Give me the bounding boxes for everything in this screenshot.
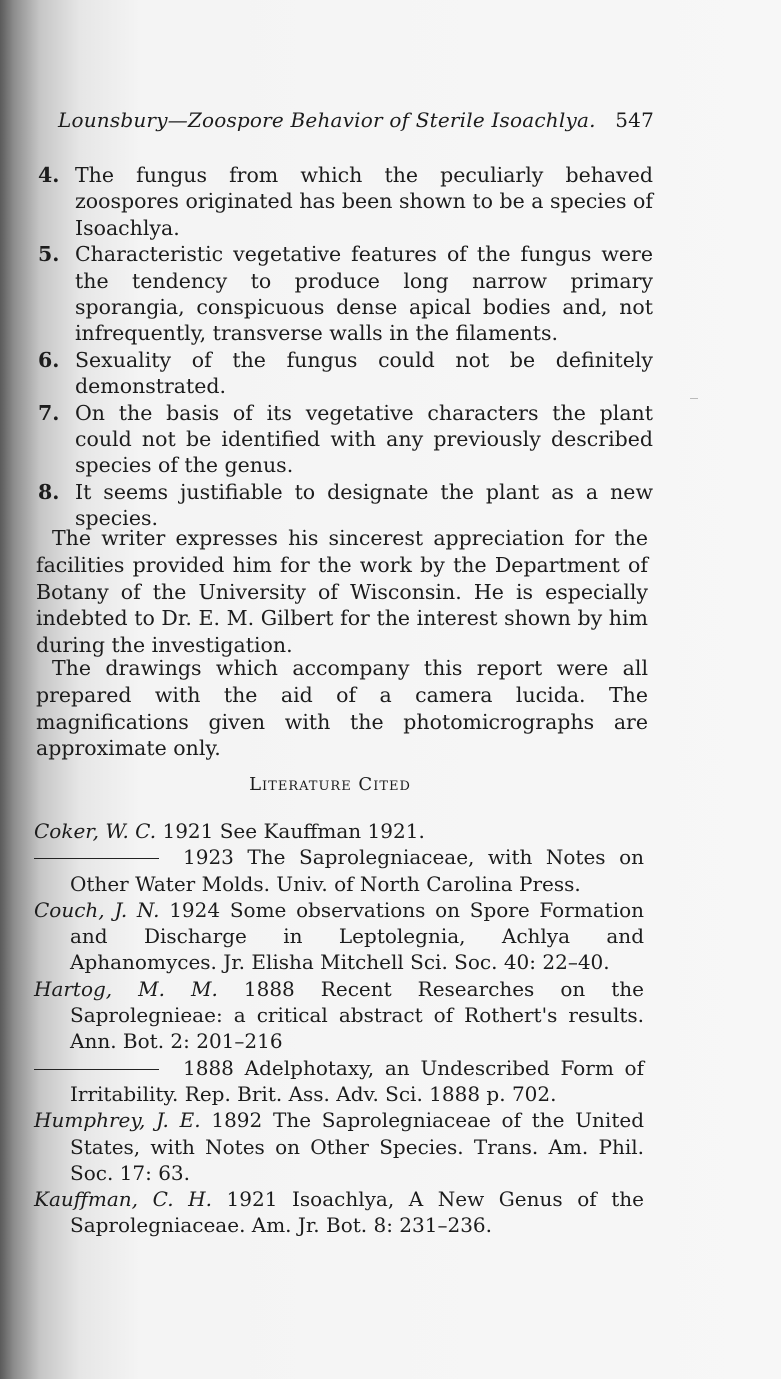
summary-item: [38, 400, 653, 479]
literature-heading: Literature Cited: [249, 774, 411, 795]
ref-year: 1921: [162, 819, 214, 843]
ref-author: Humphrey, J. E.: [34, 1108, 201, 1133]
item-number: 5.: [38, 242, 60, 267]
methods-paragraph: The drawings which accompany this report were all prepared with the aid of a camera lucida. The magnifications given with the photomicrographs are approximate only.: [36, 656, 648, 761]
ditto-rule: [34, 858, 159, 859]
ref-year: 1888: [243, 976, 295, 1001]
ref-author: Coker, W. C.: [34, 819, 157, 843]
ref-text: The Saprolegniaceae, with Notes on Other Water Molds. Univ. of North Carolina Press.: [70, 845, 644, 896]
item-text: The fungus from which the peculiarly behaved zoospores originated has been shown to be a species of Isoachlya.: [75, 163, 653, 240]
item-text: On the basis of its vegetative characters the plant could not be identified with any previously described species of the genus.: [75, 400, 653, 478]
reference-item: [34, 976, 644, 1055]
page-number: 547: [615, 108, 654, 132]
reference-item: [34, 1055, 644, 1108]
item-text: Characteristic vegetative features of the fungus were the tendency to produce long narrow primary sporangia, conspicuous dense apical bodies and, not infrequently, transverse walls in the filaments.: [75, 242, 653, 346]
item-number: 7.: [38, 400, 60, 425]
item-text: Sexuality of the fungus could not be definitely demonstrated.: [75, 347, 653, 399]
ref-text: See Kauffman 1921.: [219, 819, 425, 843]
summary-list: [38, 162, 653, 532]
ref-year: 1921: [226, 1187, 278, 1212]
summary-item: [38, 479, 653, 532]
ref-text: Isoachlya, A New Genus of the Saprolegniaceae. Am. Jr. Bot. 8: 231–236.: [70, 1187, 644, 1238]
reference-item: [34, 1107, 644, 1186]
ditto-rule: [34, 1069, 159, 1070]
reference-item: [34, 1186, 644, 1239]
item-number: 4.: [38, 163, 60, 187]
header-title: Lounsbury—Zoospore Behavior of Sterile Isoachlya.: [58, 108, 596, 132]
ref-year: 1892: [211, 1108, 263, 1133]
ref-year: 1923: [183, 845, 234, 870]
margin-mark: [690, 398, 698, 399]
ref-text: The Saprolegniaceae of the United States, with Notes on Other Species. Trans. Am. Phil. Soc. 17: 63.: [70, 1108, 645, 1185]
ref-author: Couch, J. N.: [34, 897, 160, 922]
ref-year: 1888: [183, 1055, 234, 1080]
reference-item: [34, 844, 644, 897]
summary-item: [38, 162, 653, 241]
item-text: It seems justifiable to designate the plant as a new species.: [75, 479, 653, 531]
acknowledgement-paragraph: The writer expresses his sincerest appreciation for the facilities provided him for the work by the Department of Botany of the University of Wisconsin. He is especially indebted to Dr. E. M. Gilbert for the interest shown by him during the investigation.: [36, 526, 648, 658]
reference-list: [34, 818, 644, 1239]
ref-text: Adelphotaxy, an Undescribed Form of Irritability. Rep. Brit. Ass. Adv. Sci. 1888 p. 702.: [70, 1055, 644, 1106]
item-number: 6.: [38, 347, 60, 372]
summary-item: [38, 241, 653, 347]
ref-author: Kauffman, C. H.: [34, 1187, 212, 1212]
ref-author: Hartog, M. M.: [34, 976, 218, 1001]
ref-text: Recent Researches on the Saprolegnieae: a critical abstract of Rothert's results. Ann. Bot. 2: 201–216: [70, 976, 645, 1054]
reference-item: [34, 818, 644, 844]
ref-year: 1924: [169, 897, 221, 922]
item-number: 8.: [38, 479, 60, 504]
reference-item: [34, 897, 644, 976]
running-header: [58, 108, 654, 132]
summary-item: [38, 347, 653, 400]
ref-text: Some observations on Spore Formation and Discharge in Leptolegnia, Achlya and Aphanomyces. Jr. Elisha Mitchell Sci. Soc. 40: 22–40.: [70, 897, 645, 975]
